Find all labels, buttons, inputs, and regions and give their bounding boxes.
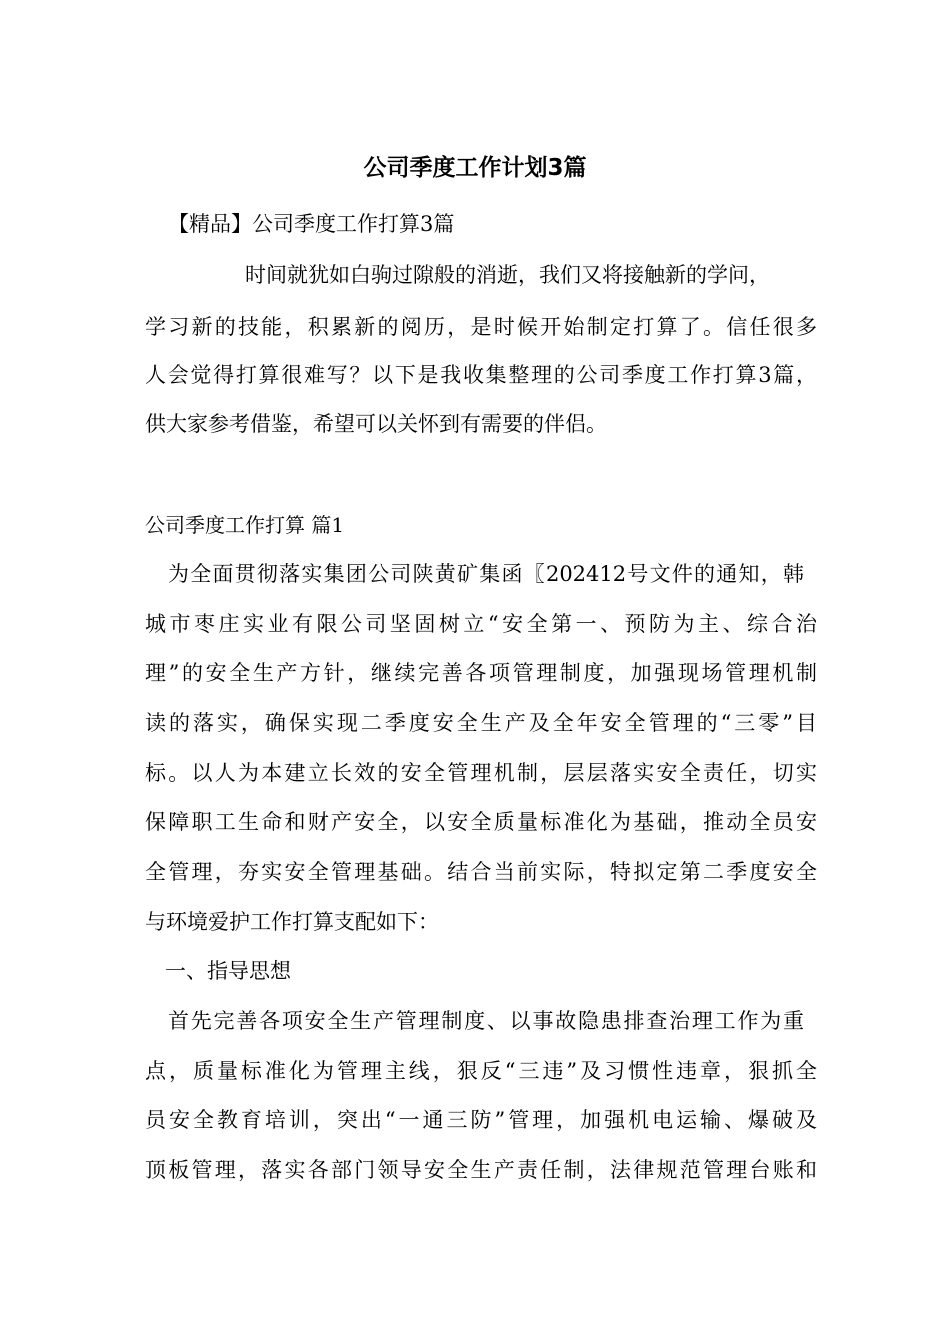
paragraph1-line-8: 与环境爱护工作打算支配如下： [145, 910, 439, 934]
document-subtitle: 【精品】公司季度工作打算3篇 [168, 212, 455, 236]
paragraph2-line-3: 员安全教育培训，突出“一通三防”管理，加强机电运输、爆破及 [145, 1108, 817, 1132]
document-title: 公司季度工作计划3篇 [363, 155, 587, 181]
paragraph2-line-1: 首先完善各项安全生产管理制度、以事故隐患排查治理工作为重 [168, 1009, 804, 1033]
paragraph1-line-3: 理”的安全生产方针，继续完善各项管理制度，加强现场管理机制 [145, 661, 817, 685]
intro-line-4: 供大家参考借鉴，希望可以关怀到有需要的伴侣。 [145, 412, 607, 436]
section-heading: 公司季度工作打算 篇1 [145, 513, 345, 537]
paragraph1-line-4: 读的落实，确保实现二季度安全生产及全年安全管理的“三零”目 [145, 711, 817, 735]
paragraph1-line-5: 标。以人为本建立长效的安全管理机制，层层落实安全责任，切实 [145, 761, 817, 785]
intro-line-1: 时间就犹如白驹过隙般的消逝，我们又将接触新的学问， [245, 263, 770, 287]
paragraph2-line-4: 顶板管理，落实各部门领导安全生产责任制，法律规范管理台账和 [145, 1158, 817, 1182]
subheading: 一、指导思想 [165, 959, 291, 983]
paragraph1-line-7: 全管理，夯实安全管理基础。结合当前实际，特拟定第二季度安全 [145, 860, 817, 884]
intro-line-2: 学习新的技能，积累新的阅历，是时候开始制定打算了。信任很多 [145, 315, 817, 339]
paragraph1-line-2: 城市枣庄实业有限公司坚固树立“安全第一、预防为主、综合治 [145, 612, 817, 636]
paragraph1-line-6: 保障职工生命和财产安全，以安全质量标准化为基础，推动全员安 [145, 810, 817, 834]
paragraph2-line-2: 点，质量标准化为管理主线，狠反“三违”及习惯性违章，狠抓全 [145, 1059, 817, 1083]
paragraph1-line-1: 为全面贯彻落实集团公司陕黄矿集函〖202412号文件的通知，韩 [168, 562, 804, 586]
intro-line-3: 人会觉得打算很难写？以下是我收集整理的公司季度工作打算3篇， [145, 363, 817, 387]
